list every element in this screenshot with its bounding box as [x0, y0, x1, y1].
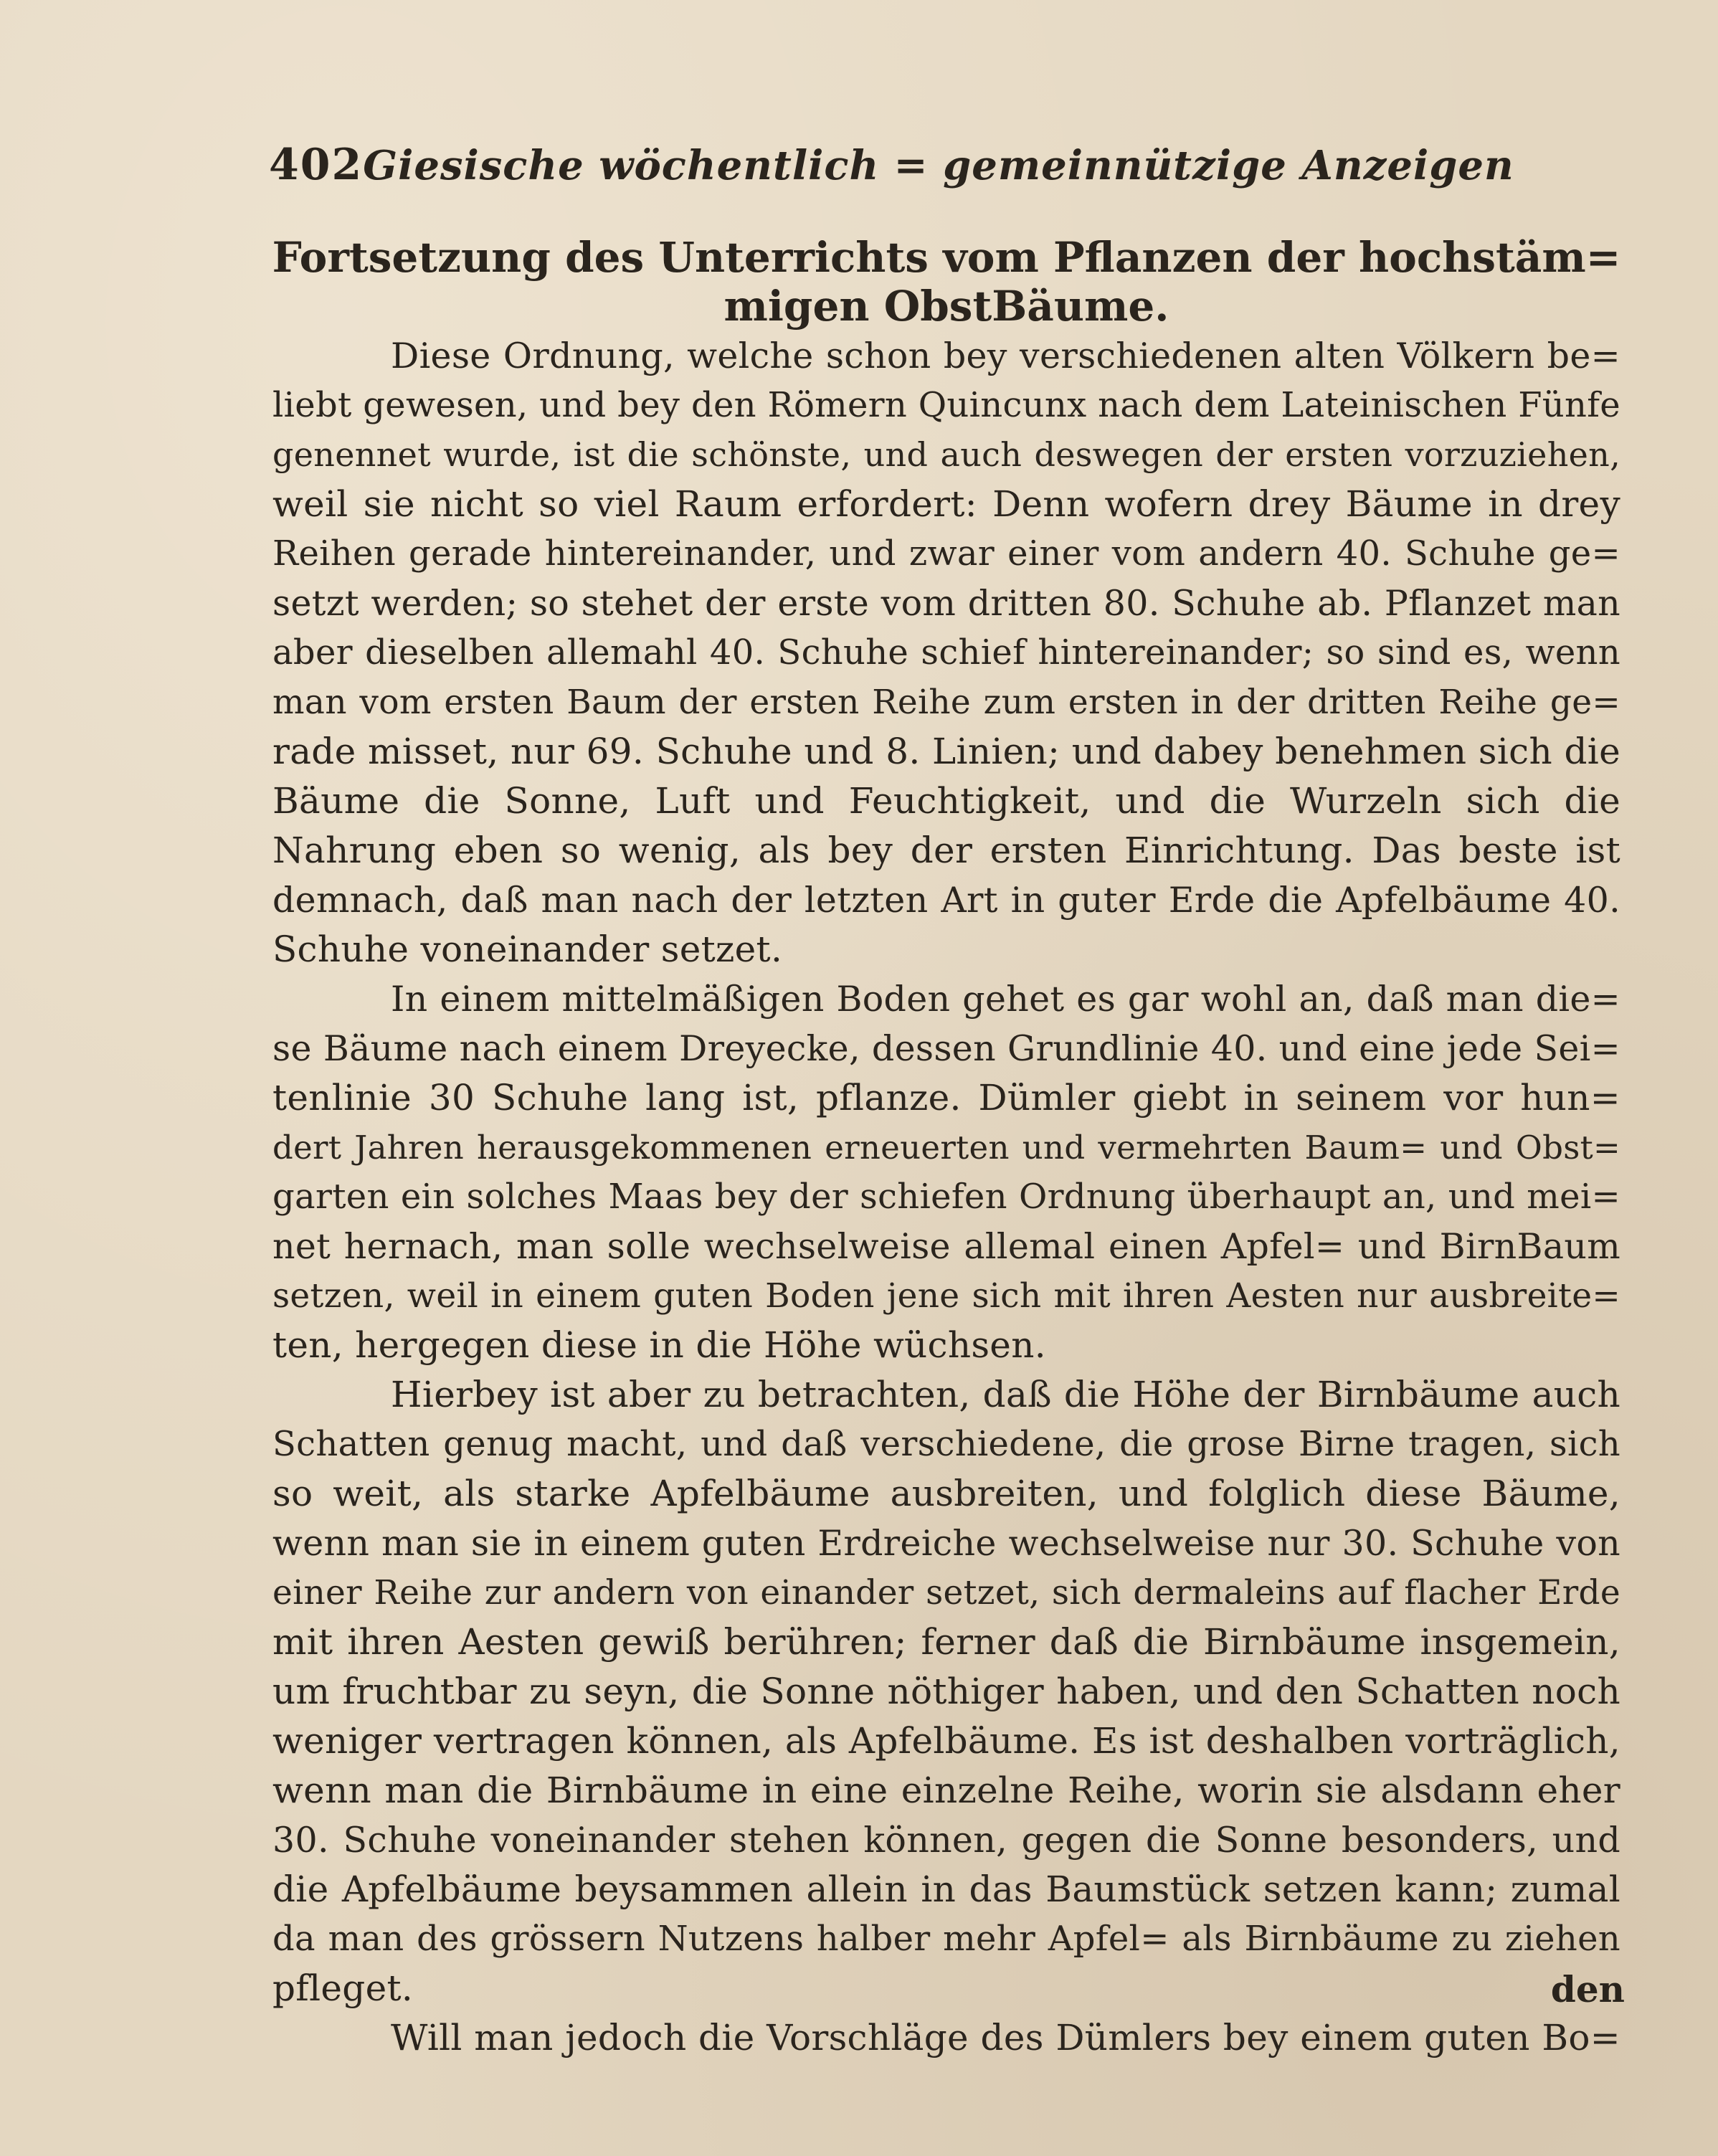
text-line: Nahrung eben so wenig, als bey der ersten Einrichtung. Das beste ist — [272, 830, 1620, 871]
page-header — [269, 140, 1514, 197]
text-line: dert Jahren herausgekommenen erneuerten und vermehrten Baum= und Obst= — [272, 1129, 1620, 1167]
text-line: Reihen gerade hintereinander, und zwar einer vom andern 40. Schuhe ge= — [272, 533, 1620, 574]
text-line: pfleget. — [272, 1967, 414, 2009]
text-line: Schuhe voneinander setzet. — [272, 929, 783, 970]
text-line: Diese Ordnung, welche schon bey verschiedenen alten Völkern be= — [391, 336, 1620, 376]
text-line: weniger vertragen können, als Apfelbäume. Es ist deshalben vorträglich, — [272, 1720, 1620, 1762]
text-line: se Bäume nach einem Dreyecke, dessen Grundlinie 40. und eine jede Sei= — [272, 1028, 1620, 1069]
text-line: In einem mittelmäßigen Boden gehet es gar wohl an, daß man die= — [391, 979, 1620, 1020]
text-line: man vom ersten Baum der ersten Reihe zum ersten in der dritten Reihe ge= — [272, 683, 1620, 722]
text-line: Schatten genug macht, und daß verschiedene, die grose Birne tragen, sich — [272, 1424, 1620, 1464]
title-line-1: Fortsetzung des Unterrichts vom Pflanzen der hochstäm= — [272, 233, 1621, 282]
text-line: da man des grössern Nutzens halber mehr Apfel= als Birnbäume zu ziehen — [272, 1919, 1620, 1959]
text-line: garten ein solches Maas bey der schiefen Ordnung überhaupt an, und mei= — [272, 1177, 1620, 1217]
catchword: den — [1550, 1968, 1625, 2010]
text-line: wenn man sie in einem guten Erdreiche wechselweise nur 30. Schuhe von — [272, 1523, 1620, 1564]
text-line: mit ihren Aesten gewiß berühren; ferner daß die Birnbäume insgemein, — [272, 1621, 1620, 1663]
text-line: weil sie nicht so viel Raum erfordert: Denn wofern drey Bäume in drey — [272, 483, 1620, 525]
text-line: liebt gewesen, und bey den Römern Quincunx nach dem Lateinischen Fünfe — [272, 385, 1620, 425]
text-line: Bäume die Sonne, Luft und Feuchtigkeit, und die Wurzeln sich die — [272, 780, 1620, 822]
text-line: 30. Schuhe voneinander stehen können, gegen die Sonne besonders, und — [272, 1820, 1620, 1861]
text-line: setzen, weil in einem guten Boden jene sich mit ihren Aesten nur ausbreite= — [272, 1276, 1620, 1316]
title-line-2: migen ObstBäume. — [723, 282, 1169, 331]
text-line: wenn man die Birnbäume in eine einzelne Reihe, worin sie alsdann eher — [272, 1770, 1620, 1811]
body-text — [272, 331, 1620, 2063]
text-line: einer Reihe zur andern von einander setzet, sich dermaleins auf flacher Erde — [272, 1573, 1620, 1613]
article-title — [269, 233, 1624, 331]
text-line: Hierbey ist aber zu betrachten, daß die Höhe der Birnbäume auch — [391, 1374, 1620, 1415]
text-line: ten, hergegen diese in die Höhe wüchsen. — [272, 1324, 1046, 1366]
text-line: um fruchtbar zu seyn, die Sonne nöthiger haben, und den Schatten noch — [272, 1671, 1620, 1712]
text-line: genennet wurde, ist die schönste, und auch deswegen der ersten vorzuziehen, — [272, 435, 1620, 474]
page-number: 402 — [269, 140, 364, 190]
text-line: tenlinie 30 Schuhe lang ist, pflanze. Dümler giebt in seinem vor hun= — [272, 1077, 1620, 1119]
text-line: aber dieselben allemahl 40. Schuhe schief hintereinander; so sind es, wenn — [272, 632, 1620, 673]
text-line: setzt werden; so stehet der erste vom dritten 80. Schuhe ab. Pflanzet man — [272, 583, 1620, 624]
text-line: so weit, als starke Apfelbäume ausbreiten, und folglich diese Bäume, — [272, 1473, 1620, 1514]
text-line: rade misset, nur 69. Schuhe und 8. Linien; und dabey benehmen sich die — [272, 731, 1620, 772]
running-head: Giesische wöchentlich = gemeinnützige Anzeigen — [363, 142, 1514, 189]
text-line: demnach, daß man nach der letzten Art in guter Erde die Apfelbäume 40. — [272, 880, 1620, 921]
text-line: die Apfelbäume beysammen allein in das Baumstück setzen kann; zumal — [272, 1868, 1620, 1910]
text-line: Will man jedoch die Vorschläge des Dümlers bey einem guten Bo= — [391, 2017, 1620, 2058]
text-line: net hernach, man solle wechselweise allemal einen Apfel= und BirnBaum — [272, 1226, 1620, 1267]
